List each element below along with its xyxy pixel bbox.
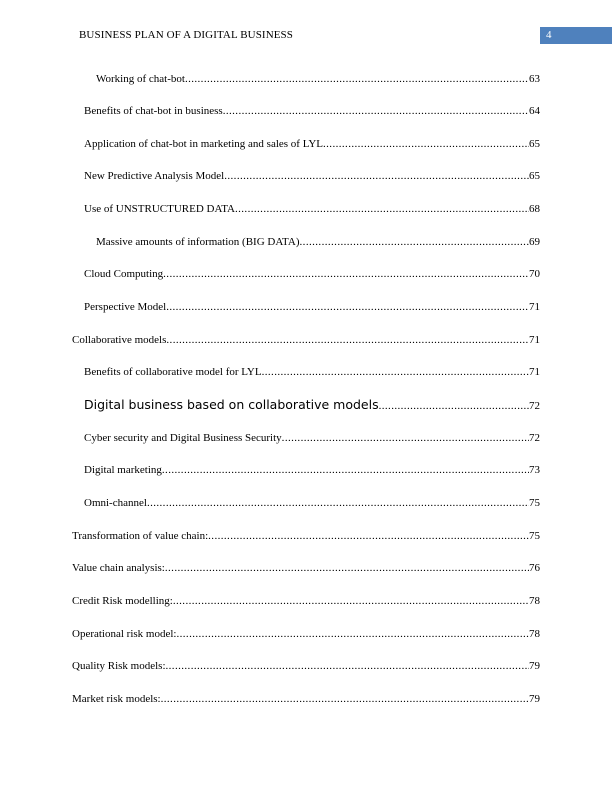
toc-entry-page: 72	[529, 432, 540, 444]
toc-entry-page: 65	[529, 138, 540, 150]
toc-dot-leader	[208, 528, 529, 544]
toc-entry-page: 79	[529, 693, 540, 705]
page-number: 4	[546, 29, 552, 41]
toc-entry-label: Benefits of collaborative model for LYL	[84, 366, 262, 378]
toc-dot-leader	[165, 560, 529, 576]
toc-entry-page: 64	[529, 105, 540, 117]
toc-entry-label: Quality Risk models:	[72, 660, 166, 672]
toc-entry-label: Collaborative models	[72, 334, 167, 346]
toc-entry-label: Massive amounts of information (BIG DATA)	[96, 236, 300, 248]
toc-entry-label: Perspective Model	[84, 301, 167, 313]
toc-entry-value-chain-analysis[interactable]	[72, 560, 540, 576]
toc-entry-cyber-security[interactable]	[84, 430, 540, 446]
toc-entry-label: Digital marketing	[84, 464, 162, 476]
toc-entry-quality-risk-models[interactable]	[72, 658, 540, 674]
toc-dot-leader	[173, 593, 529, 609]
toc-dot-leader	[166, 332, 529, 348]
toc-dot-leader	[282, 430, 529, 446]
toc-entry-label: Operational risk model:	[72, 628, 177, 640]
toc-entry-label: New Predictive Analysis Model	[84, 170, 225, 182]
toc-dot-leader	[147, 495, 529, 511]
toc-dot-leader	[224, 168, 529, 184]
toc-entry-cloud-computing[interactable]	[84, 266, 540, 282]
toc-dot-leader	[323, 136, 529, 152]
toc-entry-use-of-unstructured-data[interactable]	[84, 201, 540, 217]
toc-dot-leader	[166, 658, 530, 674]
toc-entry-application-of-chat-bot[interactable]	[84, 136, 540, 152]
toc-entry-page: 73	[529, 464, 540, 476]
toc-entry-digital-business-collaborative[interactable]	[84, 397, 540, 413]
toc-dot-leader	[300, 234, 529, 250]
toc-dot-leader	[379, 398, 529, 413]
toc-entry-page: 68	[529, 203, 540, 215]
toc-entry-label: Cyber security and Digital Business Security	[84, 432, 282, 444]
toc-entry-benefits-of-chat-bot[interactable]	[84, 103, 540, 119]
toc-entry-page: 75	[529, 497, 540, 509]
toc-entry-omni-channel[interactable]	[84, 495, 540, 511]
toc-dot-leader	[262, 364, 529, 380]
toc-entry-page: 71	[529, 301, 540, 313]
toc-entry-label: Benefits of chat-bot in business	[84, 105, 223, 117]
toc-entry-page: 71	[529, 334, 540, 346]
toc-entry-market-risk-models[interactable]	[72, 691, 540, 707]
toc-entry-new-predictive-analysis-model[interactable]	[84, 168, 540, 184]
toc-entry-transformation-of-value-chain[interactable]	[72, 528, 540, 544]
toc-entry-big-data[interactable]	[96, 234, 540, 250]
toc-entry-page: 70	[529, 268, 540, 280]
toc-entry-label: Transformation of value chain:	[72, 530, 209, 542]
toc-entry-perspective-model[interactable]	[84, 299, 540, 315]
toc-entry-credit-risk-modelling[interactable]	[72, 593, 540, 609]
toc-dot-leader	[161, 691, 529, 707]
toc-entry-label: Cloud Computing	[84, 268, 164, 280]
toc-entry-page: 79	[529, 660, 540, 672]
page-number-badge	[540, 27, 612, 44]
toc-dot-leader	[163, 266, 529, 282]
toc-dot-leader	[223, 103, 529, 119]
toc-entry-label: Digital business based on collaborative models	[84, 397, 379, 412]
toc-entry-label: Value chain analysis:	[72, 562, 165, 574]
toc-entry-label: Application of chat-bot in marketing and sales of LYL	[84, 138, 323, 150]
toc-entry-page: 78	[529, 628, 540, 640]
toc-entry-label: Credit Risk modelling:	[72, 595, 173, 607]
toc-entry-digital-marketing[interactable]	[84, 462, 540, 478]
toc-entry-working-of-chat-bot[interactable]	[96, 71, 540, 87]
toc-entry-page: 71	[529, 366, 540, 378]
toc-dot-leader	[166, 299, 529, 315]
toc-entry-page: 63	[529, 73, 540, 85]
running-header-title: BUSINESS PLAN OF A DIGITAL BUSINESS	[79, 29, 293, 41]
toc-entry-page: 75	[529, 530, 540, 542]
toc-dot-leader	[162, 462, 529, 478]
toc-entry-benefits-of-collaborative-model[interactable]	[84, 364, 540, 380]
toc-entry-label: Working of chat-bot	[96, 73, 185, 85]
toc-entry-label: Market risk models:	[72, 693, 161, 705]
toc-dot-leader	[185, 71, 529, 87]
toc-entry-page: 69	[529, 236, 540, 248]
toc-entry-operational-risk-model[interactable]	[72, 626, 540, 642]
toc-entry-label: Omni-channel	[84, 497, 147, 509]
toc-dot-leader	[235, 201, 529, 217]
toc-entry-page: 72	[529, 400, 540, 412]
toc-entry-page: 76	[529, 562, 540, 574]
toc-entry-page: 65	[529, 170, 540, 182]
toc-dot-leader	[176, 626, 529, 642]
toc-entry-page: 78	[529, 595, 540, 607]
toc-entry-collaborative-models[interactable]	[72, 332, 540, 348]
toc-entry-label: Use of UNSTRUCTURED DATA	[84, 203, 235, 215]
